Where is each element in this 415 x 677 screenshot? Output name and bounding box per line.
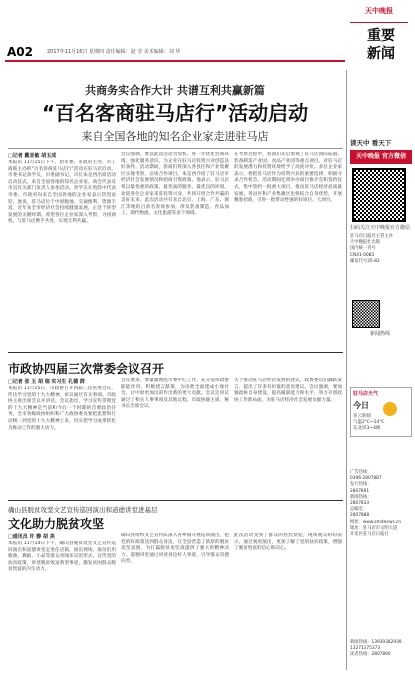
lead-subheadline: 来自全国各地的知名企业家走进驻马店 [81, 130, 269, 143]
story3-headline: 文化助力脱贫攻坚 [8, 517, 105, 531]
newspaper-logo: 天中晚报 [365, 6, 393, 15]
column-divider [346, 70, 347, 670]
story3-column-1: 本报讯 11月14日下午，确山县脱贫攻坚文艺宣传巡回演出和道德讲堂走进任店镇。演出现场，演员们用歌曲、舞蹈、小品等群众喜闻乐见的形式，宣传党的扶贫政策，讲述脱贫致富典型事迹，激发贫困群众脱贫致富的内生动力。 [8, 541, 116, 573]
weather-title: 驻马店天气 [353, 391, 379, 397]
story2-column-1: 本报讯 11月15日，市政协召开四届三次常委会议，传达学习党的十九大精神，审议通过有关事项。市政协主席出席会议并讲话。会议指出，学习宣传贯彻党的十九大精神是当前和今后一个时期的首要政治任务，全市各级政协组织和广大政协委员要把思想和行动统一到党的十九大精神上来，切实把学习成果转化为推动工作的强大动力。 [8, 386, 116, 431]
weather-box [350, 387, 412, 437]
story3-kicker: 确山县脱贫攻坚文艺宣传巡回演出和道德讲堂进基层 [8, 506, 158, 514]
sun-icon [383, 402, 397, 416]
story2-column-2: 会议要求，要紧紧围绕市委中心工作，充分发挥政协职能作用，积极建言献策，为决胜全面建成小康社会、让中原更加出彩作出新的更大贡献。会议还审议通过了相关人事事项及其他议程。市政协副主席、秘书长出席会议。 [121, 378, 229, 410]
sidebar-banner: 天中晚报 官方微信 [350, 150, 412, 164]
contact-info: 广告热线： 0396-2807887 发行热线： 2807891 新闻热线： 2807833 总编室： 2807888 网址：www.zmdnews.cn 地址：驻马店市文明大道 开发区驻马店日报社 [350, 470, 402, 538]
lead-kicker: 共商务实合作大计 共谱互利共赢新篇 [85, 84, 265, 97]
weather-details: 多云转晴 气温2℃~14℃ 东北风3~4级 [353, 414, 385, 431]
story3-column-2: 确山县组织文艺宣传队深入各乡镇开展巡回演出，把党的好政策送到群众身边，在全县营造了浓厚的脱贫攻坚氛围，为打赢脱贫攻坚战提供了强大的精神动力。道德讲堂通过讲述身边好人事迹，引导群众崇德向善。 [121, 533, 229, 565]
issue-meta: 2017年11月16日 星期四 责任编辑：赵 莹 美术编辑：刘 华 [47, 49, 181, 55]
qr-caption: 扫码关注天中晚报官方微信 [350, 225, 411, 231]
story3-column-3: 此次活动受到了群众的热烈欢迎，现场观众纷纷表示，通过观看演出，更加了解了党的扶贫政策，增强了脱贫致富的信心和决心。 [234, 533, 342, 552]
lead-headline: “百名客商驻马店行”活动启动 [41, 101, 309, 125]
publisher-info: 驻马店日报社主管主办 天中晚报社出版 国内统一刊号 CN41-0083 邮发代号35-82 [350, 234, 393, 264]
lead-column-1: 本报讯 11月15日下午，由市委、市政府主办，市工商联主办的“百名客商驻马店行”活动在驻马店启动。市委书记余学友，市委副书记、市长朱是西出席活动启动仪式。来自全国各地的知名企业家、商会代表及市直有关部门负责人参加活动。余学友在致辞中代表市委、市政府向来自全国各地的企业家表示热烈欢迎。他说，驻马店位于中原腹地，交通便利，资源丰富，近年来全市经济社会持续健康发展，正处于转型发展的关键时期。希望各位企业家深入考察，寻找商机，与驻马店携手共进，实现互利共赢。 [8, 160, 116, 225]
story3-rule [8, 500, 343, 501]
section-title: 重要 新闻 [367, 28, 395, 62]
hotline-qr-caption: 新闻热线 [369, 331, 390, 337]
wechat-qr-code [352, 168, 406, 222]
lead-rule [8, 148, 343, 149]
story2-byline: □记者 张 玉 胡 瑞 实习生 孔德 群 [8, 379, 85, 385]
lead-column-3: 在考察过程中，客商们先后参观了驻马店国际陆港、装备制造产业园、食品产业园等重点项目，对驻马店的发展潜力和投资环境给予了高度评价。多位企业家表示，将把驻马店作为投资兴业的重要选择，积极寻求合作机会。活动期间还将举办项目推介会和签约仪式，集中签约一批重大项目，推动驻马店经济高质量发展。各县区和产业集聚区也将结合自身优势，开展精准招商，引进一批带动性强的好项目、大项目。 [234, 152, 342, 204]
story2-rule [8, 352, 343, 353]
lead-column-2: 会议强调，要以此次活动为契机，进一步优化营商环境，强化服务意识，为企业在驻马店投资兴业创造良好条件。活动期间，客商们将深入各县区和产业集聚区实地考察，洽谈合作项目。朱是西介绍了驻马店市经济社会发展情况和招商引资政策，他表示，驻马店将以最优惠的政策、最优质的服务、最优良的环境，欢迎各位企业家来驻投资兴业，共同开创合作共赢的美好未来。此次活动共有来自北京、上海、广东、浙江等地的百余名客商参加，涉及装备制造、食品加工、现代物流、文化旅游等多个领域。 [121, 152, 229, 217]
page-header [5, 44, 345, 62]
page-number: A02 [7, 45, 33, 59]
story3-byline: □通讯员 许 静 胡 美 [8, 534, 55, 540]
sidebar-tagline: 读天中 看天下 [350, 139, 392, 147]
story2-headline: 市政协四届三次常委会议召开 [8, 362, 165, 376]
weather-today: 今日 [353, 401, 369, 410]
lead-byline: □记者 戴亚敏 胡玉成 [8, 153, 57, 159]
logo-divider [350, 22, 408, 23]
story2-column-3: 关于推动驻马店经济发展的建议，政协委员们踊跃发言，提出了许多有价值的意见建议。会议强调，要加强政协自身建设，提高履职能力和水平，努力开创政协工作新局面，为驻马店经济社会发展贡献力量。 [234, 378, 342, 403]
hotline-qr-code [352, 300, 380, 328]
hotline-info: 新闻热线：13939382939 13271175373 读者热线：2807890 [350, 640, 402, 658]
